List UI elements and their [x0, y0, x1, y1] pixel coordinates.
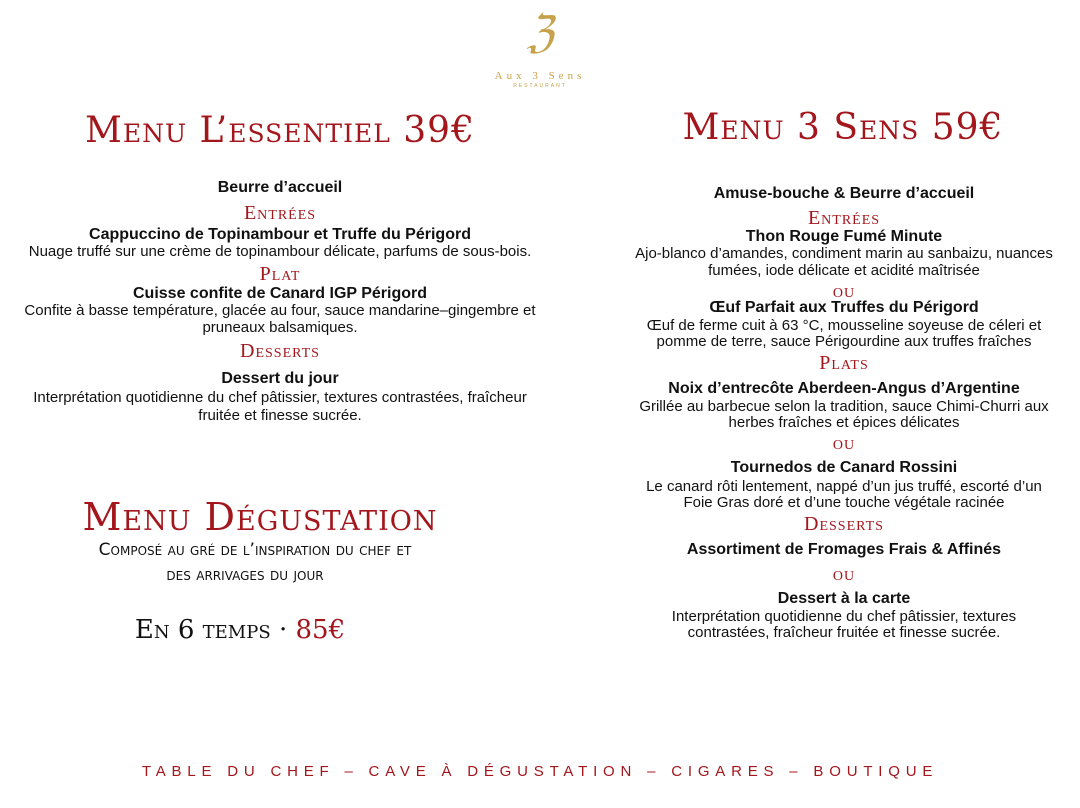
- degustation-temps: [0, 614, 480, 646]
- right-p2-desc-2: Foie Gras doré et d’une touche végétale racinée: [683, 494, 1005, 511]
- menu-3-sens-title: Menu 3 Sens 59€: [682, 107, 1004, 148]
- right-section-desserts: Desserts: [804, 513, 884, 535]
- right-d2-desc-2: contrastées, fraîcheur fruitée et finesse sucrée.: [687, 624, 1001, 641]
- logo-name: Aux 3 Sens: [494, 70, 586, 82]
- degustation-line-1: Composé au gré de l’inspiration du chef et: [98, 540, 412, 560]
- left-section-desserts: Desserts: [240, 340, 320, 362]
- right-or-1: ou: [832, 280, 856, 302]
- degustation-line-2: des arrivages du jour: [166, 565, 324, 585]
- left-dessert-desc-1: Interprétation quotidienne du chef pâtissier, textures contrastées, fraîcheur: [33, 389, 527, 406]
- left-welcome: Beurre d’accueil: [217, 179, 343, 196]
- left-section-plat: Plat: [259, 263, 301, 285]
- right-d2-name: Dessert à la carte: [777, 590, 911, 607]
- right-p1-name: Noix d’entrecôte Aberdeen-Angus d’Argentine: [668, 380, 1020, 397]
- right-e2-name: Œuf Parfait aux Truffes du Périgord: [709, 299, 979, 316]
- degustation-price: 85€: [295, 615, 346, 645]
- right-section-entrees: Entrées: [807, 207, 881, 229]
- right-p2-desc-1: Le canard rôti lentement, nappé d’un jus truffé, escorté d’un: [646, 478, 1042, 495]
- logo: [480, 6, 600, 89]
- footer-services: TABLE DU CHEF – CAVE À DÉGUSTATION – CIGARES – BOUTIQUE: [141, 763, 939, 780]
- right-e1-desc-1: Ajo-blanco d’amandes, condiment marin au sanbaizu, nuances: [635, 245, 1053, 262]
- degustation-temps-label: En 6 temps ·: [134, 615, 296, 645]
- right-e1-name: Thon Rouge Fumé Minute: [745, 228, 943, 245]
- logo-subtitle: RESTAURANT: [513, 83, 567, 89]
- left-dessert-name: Dessert du jour: [221, 370, 339, 387]
- right-p1-desc-2: herbes fraîches et épices délicates: [728, 414, 960, 431]
- right-or-2: ou: [832, 432, 856, 454]
- left-entree-name: Cappuccino de Topinambour et Truffe du Périgord: [89, 226, 471, 243]
- right-d2-desc-1: Interprétation quotidienne du chef pâtissier, textures: [671, 608, 1017, 625]
- left-dessert-desc-2: fruitée et finesse sucrée.: [198, 407, 362, 424]
- right-section-plats: Plats: [819, 352, 869, 374]
- right-p1-desc-1: Grillée au barbecue selon la tradition, sauce Chimi-Churri aux: [639, 398, 1049, 415]
- right-e2-desc-2: pomme de terre, sauce Périgourdine aux truffes fraîches: [656, 333, 1032, 350]
- right-p2-name: Tournedos de Canard Rossini: [730, 459, 958, 476]
- left-plat-name: Cuisse confite de Canard IGP Périgord: [133, 285, 427, 302]
- menu-degustation-title: Menu Dégustation: [82, 495, 438, 539]
- left-section-entrees: Entrées: [243, 202, 317, 224]
- left-plat-desc-1: Confite à basse température, glacée au four, sauce mandarine–gingembre et: [24, 302, 536, 319]
- right-d1-name: Assortiment de Fromages Frais & Affinés: [686, 541, 1002, 558]
- right-e1-desc-2: fumées, iode délicate et acidité maîtrisée: [708, 262, 980, 279]
- left-entree-desc: Nuage truffé sur une crème de topinambour délicate, parfums de sous-bois.: [28, 243, 532, 260]
- left-plat-desc-2: pruneaux balsamiques.: [202, 319, 358, 336]
- logo-monogram: ℨ: [526, 7, 554, 58]
- right-or-3: ou: [832, 563, 856, 585]
- right-welcome: Amuse-bouche & Beurre d’accueil: [713, 185, 975, 202]
- menu-essentiel-title: Menu L’essentiel 39€: [85, 110, 475, 151]
- right-e2-desc-1: Œuf de ferme cuit à 63 °C, mousseline soyeuse de céleri et: [646, 317, 1042, 334]
